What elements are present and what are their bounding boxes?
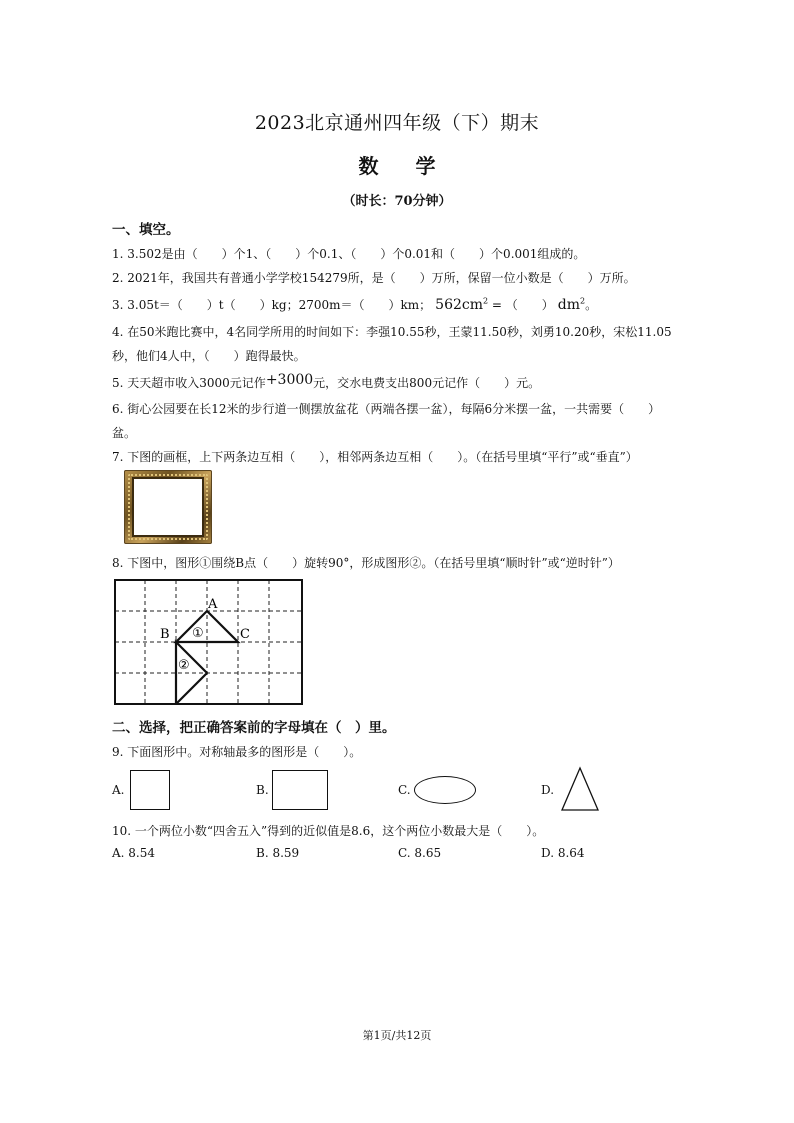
- question-7: 7. 下图的画框，上下两条边互相（ ），相邻两条边互相（ ）。（在括号里填“平行”或“垂直”）: [112, 450, 638, 464]
- question-6-line-1: 6. 街心公园要在长12米的步行道一侧摆放盆花（两端各摆一盆），每隔6分米摆一盆，一共需要（ ）: [112, 402, 661, 416]
- q10-option-a: A. 8.54: [112, 846, 156, 860]
- question-3-part-c: = （ ）: [488, 298, 554, 312]
- question-3-part-e: 。: [585, 298, 598, 312]
- question-4-line-1: 4. 在50米跑比赛中，4名同学所用的时间如下：李强10.55秒，王蒙11.50秒，刘勇10.20秒，宋松11.05: [112, 325, 672, 339]
- q10-option-c: C. 8.65: [398, 846, 442, 860]
- q9-option-a-square: [130, 770, 170, 810]
- question-5-value: +3000: [265, 372, 314, 388]
- question-2: 2. 2021年，我国共有普通小学学校154279所，是（ ）万所，保留一位小数是（ ）万所。: [112, 271, 636, 285]
- page-title: 2023北京通州四年级（下）期末: [254, 112, 540, 134]
- section-2-heading: 二、选择，把正确答案前的字母填在（ ）里。: [112, 720, 396, 736]
- question-3-part-a: 3. 3.05t＝（ ）t（ ）kg；2700m＝（ ）km；: [112, 298, 432, 312]
- question-3-part-b: $562cm^2$: [435, 296, 489, 313]
- q9-option-a-label: A.: [112, 783, 125, 797]
- q10-option-d: D. 8.64: [541, 846, 585, 860]
- rotation-grid-figure: [114, 579, 304, 705]
- page-number: 第1页/共12页: [362, 1029, 432, 1042]
- question-6-line-2: 盆。: [112, 426, 137, 440]
- question-8: 8. 下图中，图形①围绕B点（ ）旋转90°，形成图形②。（在括号里填“顺时针”或“逆时针”）: [112, 556, 620, 570]
- exam-duration: （时长：70分钟）: [342, 194, 452, 209]
- q9-option-d-triangle: [560, 766, 600, 812]
- label-b: B: [160, 627, 170, 642]
- label-a: A: [208, 597, 218, 612]
- q9-option-c-ellipse: [414, 776, 476, 804]
- picture-frame-image: [124, 470, 212, 544]
- label-figure-1: ①: [192, 626, 204, 641]
- question-4-line-2: 秒，他们4人中，（ ）跑得最快。: [112, 349, 306, 363]
- section-1-heading: 一、填空。: [112, 222, 180, 238]
- question-1: 1. 3.502是由（ ）个1、（ ）个0.1、（ ）个0.01和（ ）个0.001组成的。: [112, 247, 586, 261]
- label-c: C: [240, 627, 250, 642]
- question-5: 5. 天天超市收入3000元记作+3000元，交水电费支出800元记作（ ）元。: [112, 372, 541, 390]
- question-3-part-d: $dm^2$: [557, 296, 586, 313]
- q9-option-d-label: D.: [541, 783, 555, 797]
- label-figure-2: ②: [178, 658, 190, 673]
- q9-option-c-label: C.: [398, 783, 411, 797]
- q9-option-b-label: B.: [256, 783, 269, 797]
- question-10: 10. 一个两位小数“四舍五入”得到的近似值是8.6，这个两位小数最大是（ ）。: [112, 824, 545, 838]
- question-9: 9. 下面图形中。对称轴最多的图形是（ ）。: [112, 745, 362, 759]
- q9-option-b-rectangle: [272, 770, 328, 810]
- question-3: [112, 296, 597, 313]
- subject-title: 数 学: [358, 154, 436, 178]
- q10-option-b: B. 8.59: [256, 846, 300, 860]
